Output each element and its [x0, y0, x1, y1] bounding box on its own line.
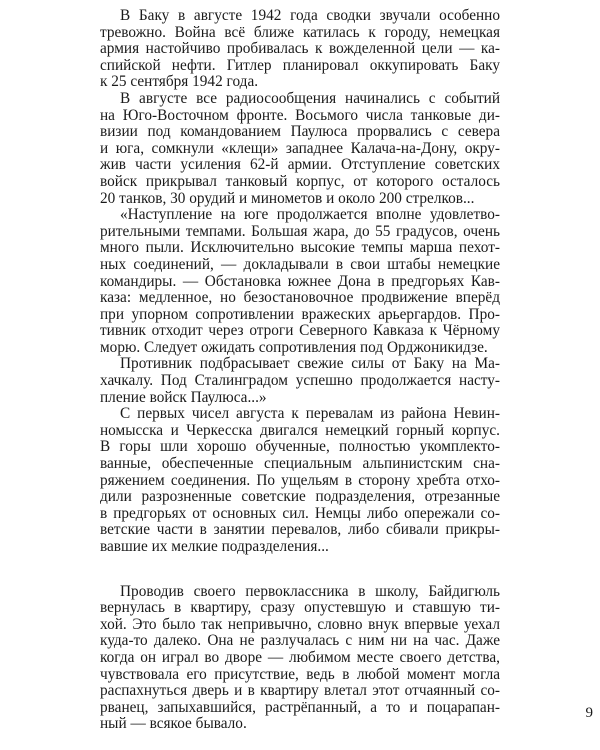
text-line: морю. Следует ожидать сопротивления под Орджоникидзе.: [100, 338, 488, 356]
text-line: ветские части в занятии перевалов, либо сбивали прикры-: [100, 521, 500, 539]
paragraph: [100, 406, 500, 555]
text-line: 20 танков, 30 орудий и минометов и около 200 стрелков...: [100, 189, 475, 207]
text-line: ных соединений, — докладывали в свои штабы немецкие: [100, 255, 500, 273]
text-line: номысска и Черкесска двигался немецкий горный корпус.: [100, 421, 500, 439]
text-line: рительными темпами. Большая жара, до 55 градусов, очень: [100, 222, 500, 240]
paragraph-quote: [100, 207, 500, 356]
text-line: Проводив своего первоклассника в школу, Байдигюль: [120, 582, 500, 600]
text-line: войск прикрывал танковый корпус, от которого осталось: [100, 172, 500, 190]
text-line: вавшие их мелкие подразделения...: [100, 538, 329, 555]
text-line: куда-то далеко. Она не разлучалась с ним ни на час. Даже: [100, 632, 500, 650]
text-line: С первых чисел августа к перевалам из района Невин-: [120, 405, 500, 423]
text-line: командиры. — Обстановка южнее Дона в предгорьях Кав-: [100, 272, 500, 290]
text-line: при упорном сопротивлении вражеских арьергардов. Про-: [100, 305, 500, 323]
text-line: хой. Это было так непривычно, словно внук впервые уехал: [100, 615, 500, 633]
text-line: армия настойчиво пробивалась к вожделенной цели — ка-: [100, 40, 500, 58]
page-body: [100, 8, 500, 733]
text-line: тивник отходит через отроги Северного Кавказа к Чёрному: [100, 322, 500, 340]
text-line: рванец, запыхавшийся, растрёпанный, а то и поцарапан-: [100, 698, 500, 716]
text-line: дили разрозненные советские подразделения, отрезанные: [100, 488, 500, 506]
text-line: ный — всякое бывало.: [100, 715, 247, 733]
text-line: на Юго-Восточном фронте. Восьмого числа танковые ди-: [100, 106, 500, 124]
text-line: В горы шли хорошо обученные, полностью укомплекто-: [100, 438, 500, 456]
text-line: пление войск Паулюса...»: [100, 388, 267, 406]
text-line: когда он играл во дворе — любимом месте своего детства,: [100, 648, 500, 666]
section-break: [100, 556, 500, 584]
text-line: жив части усиления 62-й армии. Отступление советских: [100, 156, 500, 174]
paragraph-quote: [100, 356, 500, 406]
text-line: каза: медленное, но безостановочное продвижение вперёд: [100, 289, 500, 307]
paragraph: [100, 91, 500, 207]
text-line: хачкалу. Под Сталинградом успешно продолжается насту-: [100, 372, 500, 390]
text-line: чувствовала его присутствие, ведь в любой момент могла: [100, 665, 500, 683]
text-line: Противник подбрасывает свежие силы от Баку на Ма-: [120, 355, 500, 373]
text-line: распахнуться дверь и в квартиру влетал этот отчаянный со-: [100, 682, 500, 700]
text-line: В августе все радиосообщения начинались с событий: [120, 89, 500, 107]
text-line: тревожно. Война всё ближе катилась к городу, немецкая: [100, 23, 500, 41]
text-line: «Наступление на юге продолжается вполне удовлетво-: [120, 206, 500, 224]
text-line: к 25 сентября 1942 года.: [100, 73, 259, 91]
text-line: и юга, сомкнули «клещи» западнее Калача-на-Дону, окру-: [100, 139, 500, 157]
text-line: спийской нефти. Гитлер планировал оккупировать Баку: [100, 56, 500, 74]
text-line: в предгорьях от основных сил. Немцы либо опережали со-: [100, 504, 500, 522]
text-line: визии под командованием Паулюса прорвались с севера: [100, 123, 500, 141]
text-line: В Баку в августе 1942 года сводки звучали особенно: [120, 7, 500, 24]
page-number: 9: [585, 705, 593, 721]
section-wartime-reports: [100, 8, 500, 556]
text-line: ряжением соединения. По ущельям в сторону хребта отхо-: [100, 471, 500, 489]
text-line: вернулась в квартиру, сразу опустевшую и ставшую ти-: [100, 599, 500, 617]
text-line: много пыли. Исключительно высокие темпы марша пехот-: [100, 239, 500, 257]
paragraph: [100, 8, 500, 91]
text-line: ванные, обеспеченные специальным альпинистским сна-: [100, 455, 500, 473]
